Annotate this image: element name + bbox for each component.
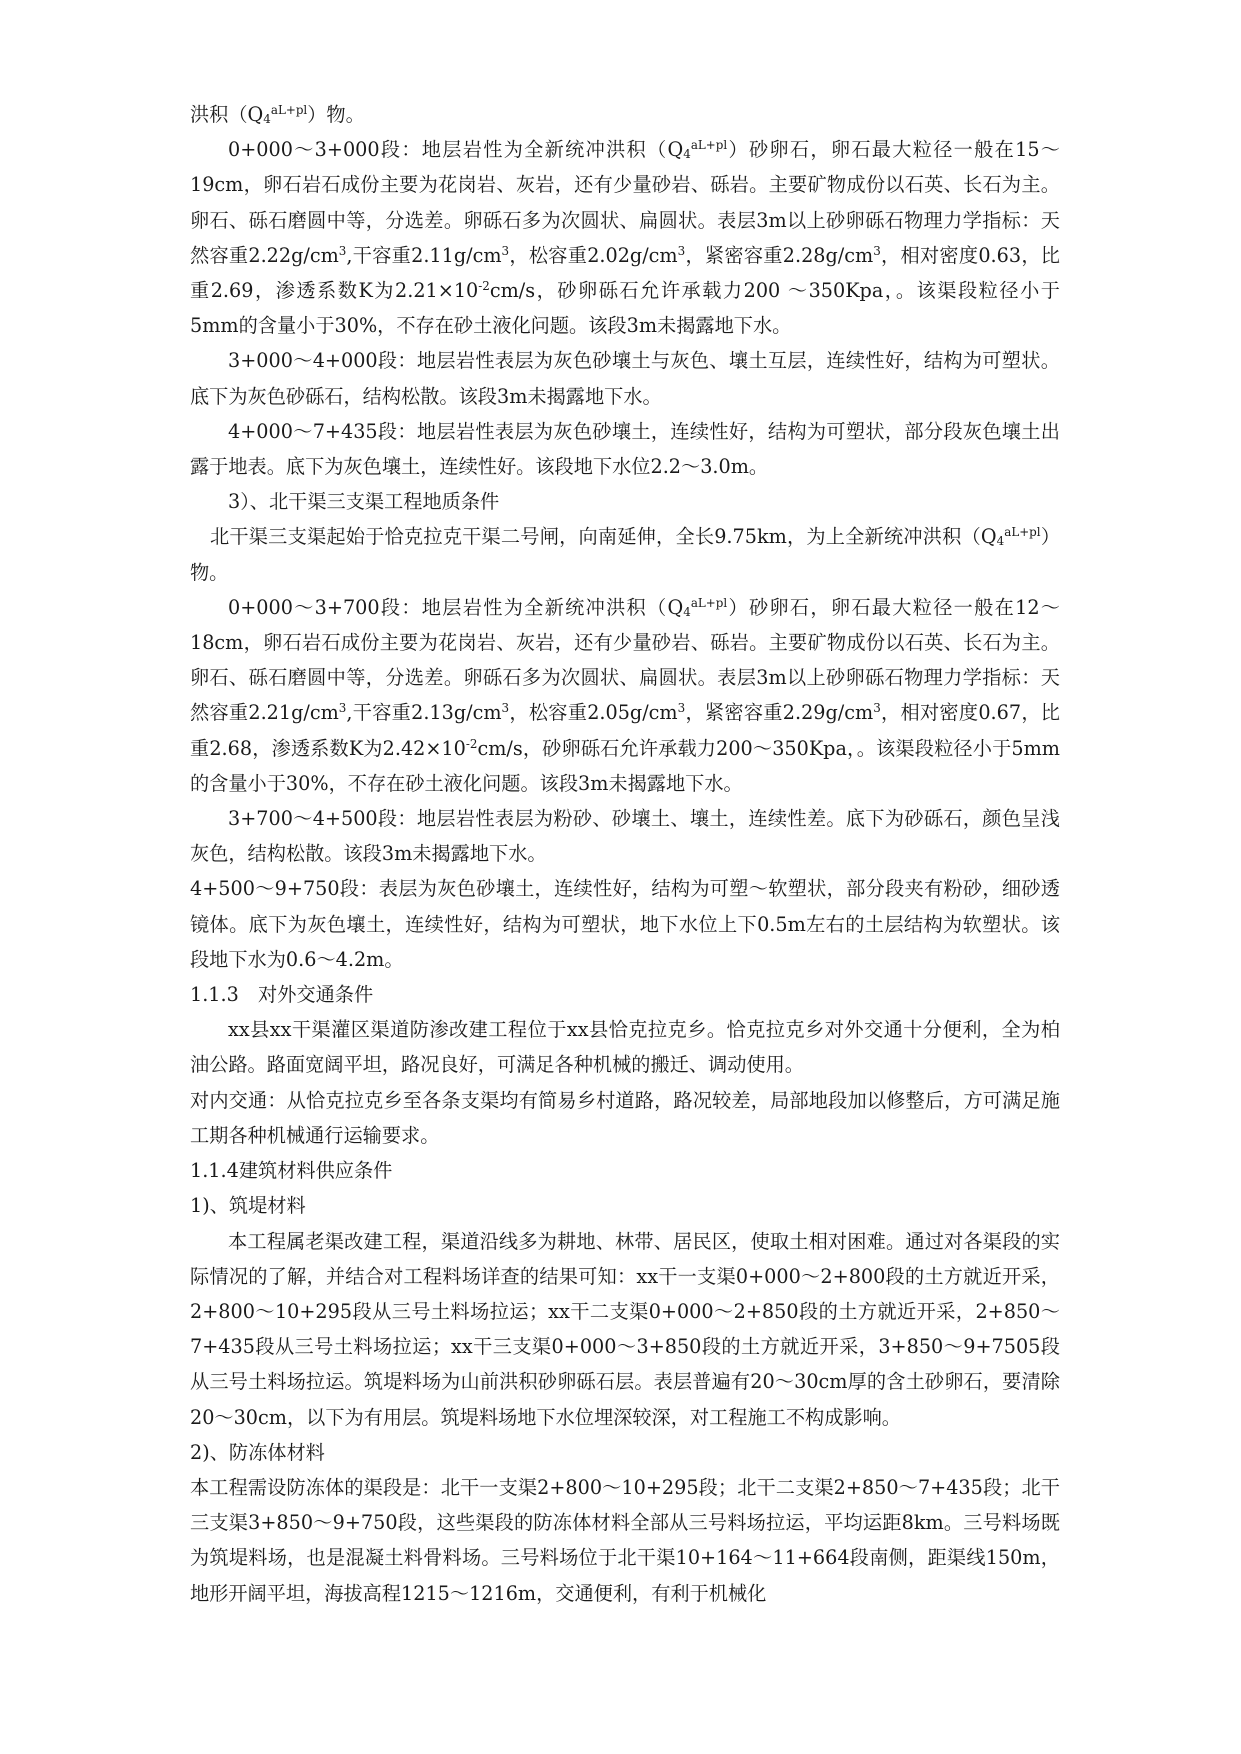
paragraph-8: 3+700～4+500段：地层岩性表层为粉砂、砂壤土、壤土，连续性差。底下为砂砾石，颜色呈浅灰色，结构松散。该段3m未揭露地下水。 <box>190 807 1060 866</box>
paragraph-4: 4+000～7+435段：地层岩性表层为灰色砂壤土，连续性好，结构为可塑状，部分段灰色壤土出露于地表。底下为灰色壤土，连续性好。该段地下水位2.2～3.0m。 <box>190 419 1060 479</box>
paragraph-1: 洪积$(Q_4^{aL+pl})$物。 <box>190 102 365 126</box>
paragraph-12: 对内交通：从恰克拉克乡至各条支渠均有简易乡村道路，路况较差，局部地段加以修整后，方可满足施工期各种机械通行运输要求。 <box>190 1088 1060 1147</box>
paragraph-6: 北干渠三支渠起始于恰克拉克干渠二号闸，向南延伸，全长9.75km，为上全新统冲洪积$(Q_4^{aL+pl})$物。 <box>190 525 1061 584</box>
subheading-antifreeze-material: 2)、防冻体材料 <box>190 1440 325 1464</box>
paragraph-3: 3+000～4+000段：地层岩性表层为灰色砂壤土与灰色、壤土互层，连续性好，结构为可塑状。底下为灰色砂砾石，结构松散。该段3m未揭露地下水。 <box>190 349 1060 408</box>
document-body <box>190 97 1060 1611</box>
paragraph-2: 0+000～3+000段：地层岩性为全新统冲洪积$(Q_4^{aL+pl})$砂卵石，卵石最大粒径一般在15～19cm，卵石岩石成份主要为花岗岩、灰岩，还有少量砂岩、砾岩。主要矿物成份以石英、长石为主。卵石、砾石磨圆中等，分选差。卵砾石多为次圆状、扁圆状。表层3m以上砂卵砾石物理力学指标：天然容重$2.22g/cm^3$,干容重$2.11g/cm^3$，松容重$2.02g/cm^3$，紧密容重$2.28g/cm^3$，相对密度0.63，比重2.69，渗透系数K为$2.21\times 10^{-2}cm/s$，砂卵砾石允许承载力200 ～350Kpa，。该渠段粒径小于5mm的含量小于30%，不存在砂土液化问题。该段3m未揭露地下水。 <box>190 138 1060 338</box>
paragraph-17: 本工程需设防冻体的渠段是：北干一支渠2+800～10+295段；北干二支渠2+850～7+435段；北干三支渠3+850～9+750段，这些渠段的防冻体材料全部从三号料场拉运，平均运距8km。三号料场既为筑堤料场，也是混凝土料骨料场。三号料场位于北干渠10+164～11+664段南侧，距渠线150m，地形开阔平坦，海拔高程1215～1216m，交通便利，有利于机械化 <box>190 1475 1060 1605</box>
paragraph-9: 4+500～9+750段：表层为灰色砂壤土，连续性好，结构为可塑～软塑状，部分段夹有粉砂，细砂透镜体。底下为灰色壤土，连续性好，结构为可塑状，地下水位上下0.5m左右的土层结构为软塑状。该段地下水为0.6～4.2m。 <box>190 877 1060 971</box>
paragraph-7: 0+000～3+700段：地层岩性为全新统冲洪积$(Q_4^{aL+pl})$砂卵石，卵石最大粒径一般在12～18cm，卵石岩石成份主要为花岗岩、灰岩，还有少量砂岩、砾岩。主要矿物成份以石英、长石为主。卵石、砾石磨圆中等，分选差。卵砾石多为次圆状、扁圆状。表层3m以上砂卵砾石物理力学指标：天然容重$2.21g/cm^3$,干容重$2.13g/cm^3$，松容重$2.05g/cm^3$，紧密容重$2.29g/cm^3$，相对密度0.67，比重2.68，渗透系数K为$2.42\times 10^{-2}cm/s$，砂卵砾石允许承载力200～350Kpa，。该渠段粒径小于5mm的含量小于30%，不存在砂土液化问题。该段3m未揭露地下水。 <box>190 595 1060 795</box>
paragraph-15: 本工程属老渠改建工程，渠道沿线多为耕地、林带、居民区，使取土相对困难。通过对各渠段的实际情况的了解，并结合对工程料场详查的结果可知：xx干一支渠0+000～2+800段的土方就近开采，2+800～10+295段从三号土料场拉运；xx干二支渠0+000～2+850段的土方就近开采，2+850～7+435段从三号土料场拉运；xx干三支渠0+000～3+850段的土方就近开采，3+850～9+7505段从三号土料场拉运。筑堤料场为山前洪积砂卵砾石层。表层普遍有20～30cm厚的含土砂卵石，要清除20～30cm，以下为有用层。筑堤料场地下水位埋深较深，对工程施工不构成影响。 <box>190 1229 1060 1429</box>
subheading-embankment-material: 1)、筑堤材料 <box>190 1194 306 1218</box>
paragraph-11: xx县xx干渠灌区渠道防渗改建工程位于xx县恰克拉克乡。恰克拉克乡对外交通十分便利，全为柏油公路。路面宽阔平坦，路况良好，可满足各种机械的搬迁、调动使用。 <box>190 1018 1060 1077</box>
section-heading-1-1-3: 1.1.3 对外交通条件 <box>190 983 374 1007</box>
section-heading-beigan-3: 3）、北干渠三支渠工程地质条件 <box>228 490 500 514</box>
section-heading-1-1-4: 1.1.4建筑材料供应条件 <box>190 1159 393 1183</box>
